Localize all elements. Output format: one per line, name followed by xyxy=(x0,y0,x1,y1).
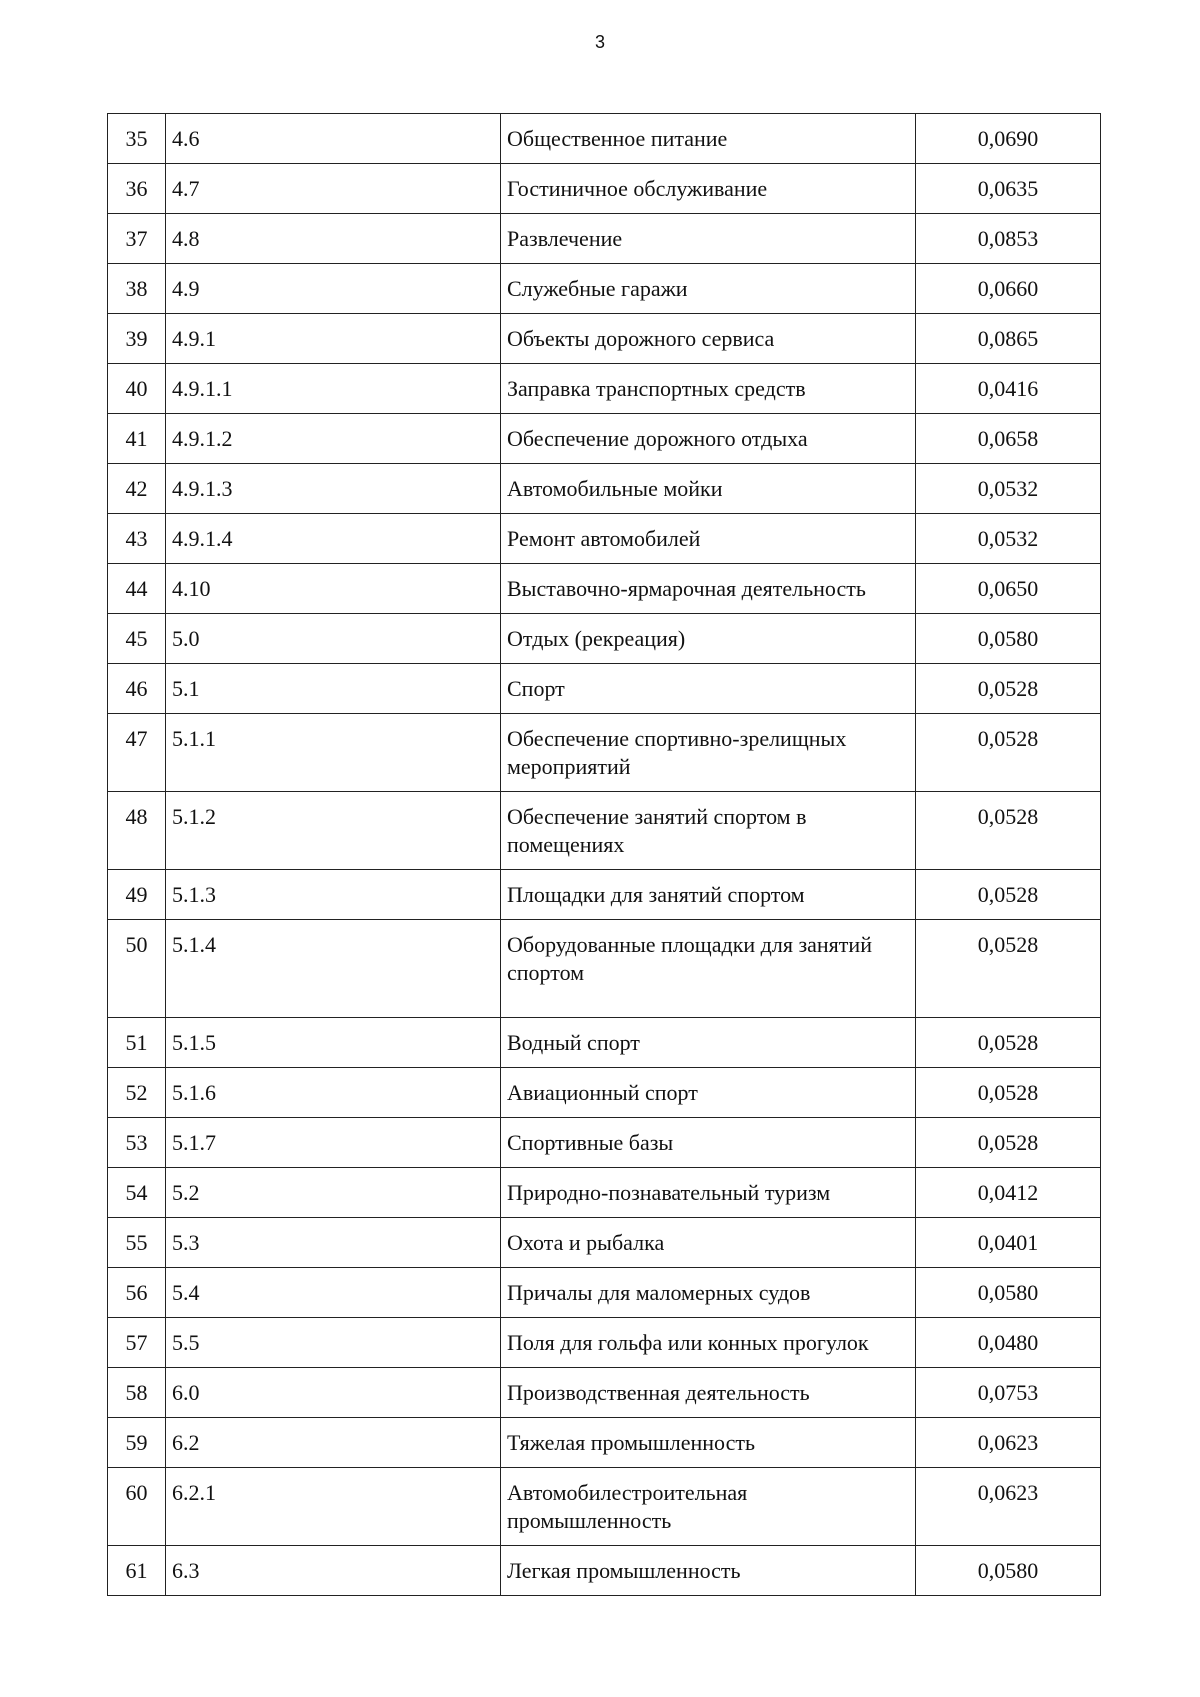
code-cell: 4.10 xyxy=(166,564,501,614)
code-cell: 5.1.4 xyxy=(166,920,501,1018)
value-cell: 0,0753 xyxy=(916,1368,1101,1418)
row-number-cell: 36 xyxy=(108,164,166,214)
table-row xyxy=(108,314,1101,364)
code-cell: 4.9 xyxy=(166,264,501,314)
code-cell: 6.2 xyxy=(166,1418,501,1468)
row-number-cell: 41 xyxy=(108,414,166,464)
row-number-cell: 38 xyxy=(108,264,166,314)
name-cell: Площадки для занятий спортом xyxy=(501,870,916,920)
table-row xyxy=(108,164,1101,214)
table-row xyxy=(108,214,1101,264)
table-row xyxy=(108,1268,1101,1318)
value-cell: 0,0528 xyxy=(916,1118,1101,1168)
name-cell: Спорт xyxy=(501,664,916,714)
code-cell: 5.5 xyxy=(166,1318,501,1368)
row-number-cell: 53 xyxy=(108,1118,166,1168)
value-cell: 0,0528 xyxy=(916,664,1101,714)
value-cell: 0,0532 xyxy=(916,514,1101,564)
code-cell: 6.2.1 xyxy=(166,1468,501,1546)
code-cell: 5.1.3 xyxy=(166,870,501,920)
row-number-cell: 55 xyxy=(108,1218,166,1268)
row-number-cell: 54 xyxy=(108,1168,166,1218)
page-number: 3 xyxy=(594,32,605,52)
row-number-cell: 37 xyxy=(108,214,166,264)
table-row xyxy=(108,464,1101,514)
name-cell: Автомобилестроительная промышленность xyxy=(501,1468,916,1546)
value-cell: 0,0580 xyxy=(916,1268,1101,1318)
value-cell: 0,0580 xyxy=(916,614,1101,664)
value-cell: 0,0853 xyxy=(916,214,1101,264)
table-row xyxy=(108,1418,1101,1468)
name-cell: Водный спорт xyxy=(501,1018,916,1068)
name-cell: Спортивные базы xyxy=(501,1118,916,1168)
row-number-cell: 57 xyxy=(108,1318,166,1368)
row-number-cell: 35 xyxy=(108,114,166,164)
code-cell: 5.1.2 xyxy=(166,792,501,870)
name-cell: Природно-познавательный туризм xyxy=(501,1168,916,1218)
value-cell: 0,0658 xyxy=(916,414,1101,464)
row-number-cell: 50 xyxy=(108,920,166,1018)
name-cell: Авиационный спорт xyxy=(501,1068,916,1118)
value-cell: 0,0623 xyxy=(916,1468,1101,1546)
value-cell: 0,0528 xyxy=(916,714,1101,792)
code-cell: 4.6 xyxy=(166,114,501,164)
code-cell: 4.9.1.2 xyxy=(166,414,501,464)
name-cell: Производственная деятельность xyxy=(501,1368,916,1418)
row-number-cell: 40 xyxy=(108,364,166,414)
value-cell: 0,0412 xyxy=(916,1168,1101,1218)
code-cell: 4.9.1.3 xyxy=(166,464,501,514)
name-cell: Обеспечение дорожного отдыха xyxy=(501,414,916,464)
code-cell: 4.9.1.1 xyxy=(166,364,501,414)
code-cell: 6.3 xyxy=(166,1546,501,1596)
name-cell: Охота и рыбалка xyxy=(501,1218,916,1268)
name-cell: Тяжелая промышленность xyxy=(501,1418,916,1468)
table-row xyxy=(108,714,1101,792)
row-number-cell: 45 xyxy=(108,614,166,664)
value-cell: 0,0865 xyxy=(916,314,1101,364)
name-cell: Причалы для маломерных судов xyxy=(501,1268,916,1318)
value-cell: 0,0416 xyxy=(916,364,1101,414)
table-row xyxy=(108,364,1101,414)
table-row xyxy=(108,264,1101,314)
row-number-cell: 44 xyxy=(108,564,166,614)
code-cell: 5.1 xyxy=(166,664,501,714)
code-cell: 4.9.1.4 xyxy=(166,514,501,564)
table-row xyxy=(108,792,1101,870)
table-row xyxy=(108,1168,1101,1218)
table-row xyxy=(108,514,1101,564)
row-number-cell: 48 xyxy=(108,792,166,870)
value-cell: 0,0528 xyxy=(916,1018,1101,1068)
name-cell: Поля для гольфа или конных прогулок xyxy=(501,1318,916,1368)
row-number-cell: 60 xyxy=(108,1468,166,1546)
value-cell: 0,0532 xyxy=(916,464,1101,514)
name-cell: Объекты дорожного сервиса xyxy=(501,314,916,364)
value-cell: 0,0690 xyxy=(916,114,1101,164)
row-number-cell: 59 xyxy=(108,1418,166,1468)
name-cell: Легкая промышленность xyxy=(501,1546,916,1596)
row-number-cell: 51 xyxy=(108,1018,166,1068)
name-cell: Выставочно-ярмарочная деятельность xyxy=(501,564,916,614)
name-cell: Служебные гаражи xyxy=(501,264,916,314)
code-cell: 6.0 xyxy=(166,1368,501,1418)
table-row xyxy=(108,1118,1101,1168)
table-row xyxy=(108,1068,1101,1118)
code-cell: 5.3 xyxy=(166,1218,501,1268)
name-cell: Гостиничное обслуживание xyxy=(501,164,916,214)
code-cell: 5.1.6 xyxy=(166,1068,501,1118)
value-cell: 0,0635 xyxy=(916,164,1101,214)
table-row xyxy=(108,920,1101,1018)
table-row xyxy=(108,1218,1101,1268)
value-cell: 0,0623 xyxy=(916,1418,1101,1468)
table-row xyxy=(108,1018,1101,1068)
row-number-cell: 52 xyxy=(108,1068,166,1118)
name-cell: Заправка транспортных средств xyxy=(501,364,916,414)
row-number-cell: 58 xyxy=(108,1368,166,1418)
table-row xyxy=(108,414,1101,464)
row-number-cell: 61 xyxy=(108,1546,166,1596)
table-row xyxy=(108,1368,1101,1418)
table-row xyxy=(108,114,1101,164)
table-row xyxy=(108,1468,1101,1546)
name-cell: Обеспечение занятий спортом в помещениях xyxy=(501,792,916,870)
table-row xyxy=(108,664,1101,714)
value-cell: 0,0528 xyxy=(916,870,1101,920)
table-row xyxy=(108,564,1101,614)
table-body xyxy=(108,114,1101,1596)
value-cell: 0,0528 xyxy=(916,920,1101,1018)
code-cell: 5.2 xyxy=(166,1168,501,1218)
row-number-cell: 43 xyxy=(108,514,166,564)
value-cell: 0,0660 xyxy=(916,264,1101,314)
row-number-cell: 46 xyxy=(108,664,166,714)
name-cell: Развлечение xyxy=(501,214,916,264)
value-cell: 0,0650 xyxy=(916,564,1101,614)
name-cell: Оборудованные площадки для занятий спортом xyxy=(501,920,916,1018)
value-cell: 0,0480 xyxy=(916,1318,1101,1368)
code-cell: 5.1.7 xyxy=(166,1118,501,1168)
code-cell: 4.7 xyxy=(166,164,501,214)
name-cell: Ремонт автомобилей xyxy=(501,514,916,564)
code-cell: 5.1.1 xyxy=(166,714,501,792)
row-number-cell: 47 xyxy=(108,714,166,792)
row-number-cell: 42 xyxy=(108,464,166,514)
table-row xyxy=(108,1318,1101,1368)
coefficients-table xyxy=(107,113,1101,1596)
row-number-cell: 49 xyxy=(108,870,166,920)
name-cell: Автомобильные мойки xyxy=(501,464,916,514)
value-cell: 0,0528 xyxy=(916,1068,1101,1118)
name-cell: Отдых (рекреация) xyxy=(501,614,916,664)
row-number-cell: 39 xyxy=(108,314,166,364)
code-cell: 5.4 xyxy=(166,1268,501,1318)
name-cell: Общественное питание xyxy=(501,114,916,164)
code-cell: 5.0 xyxy=(166,614,501,664)
code-cell: 5.1.5 xyxy=(166,1018,501,1068)
name-cell: Обеспечение спортивно-зрелищных мероприятий xyxy=(501,714,916,792)
code-cell: 4.8 xyxy=(166,214,501,264)
table-row xyxy=(108,614,1101,664)
table-row xyxy=(108,1546,1101,1596)
value-cell: 0,0580 xyxy=(916,1546,1101,1596)
code-cell: 4.9.1 xyxy=(166,314,501,364)
row-number-cell: 56 xyxy=(108,1268,166,1318)
table-row xyxy=(108,870,1101,920)
value-cell: 0,0401 xyxy=(916,1218,1101,1268)
value-cell: 0,0528 xyxy=(916,792,1101,870)
